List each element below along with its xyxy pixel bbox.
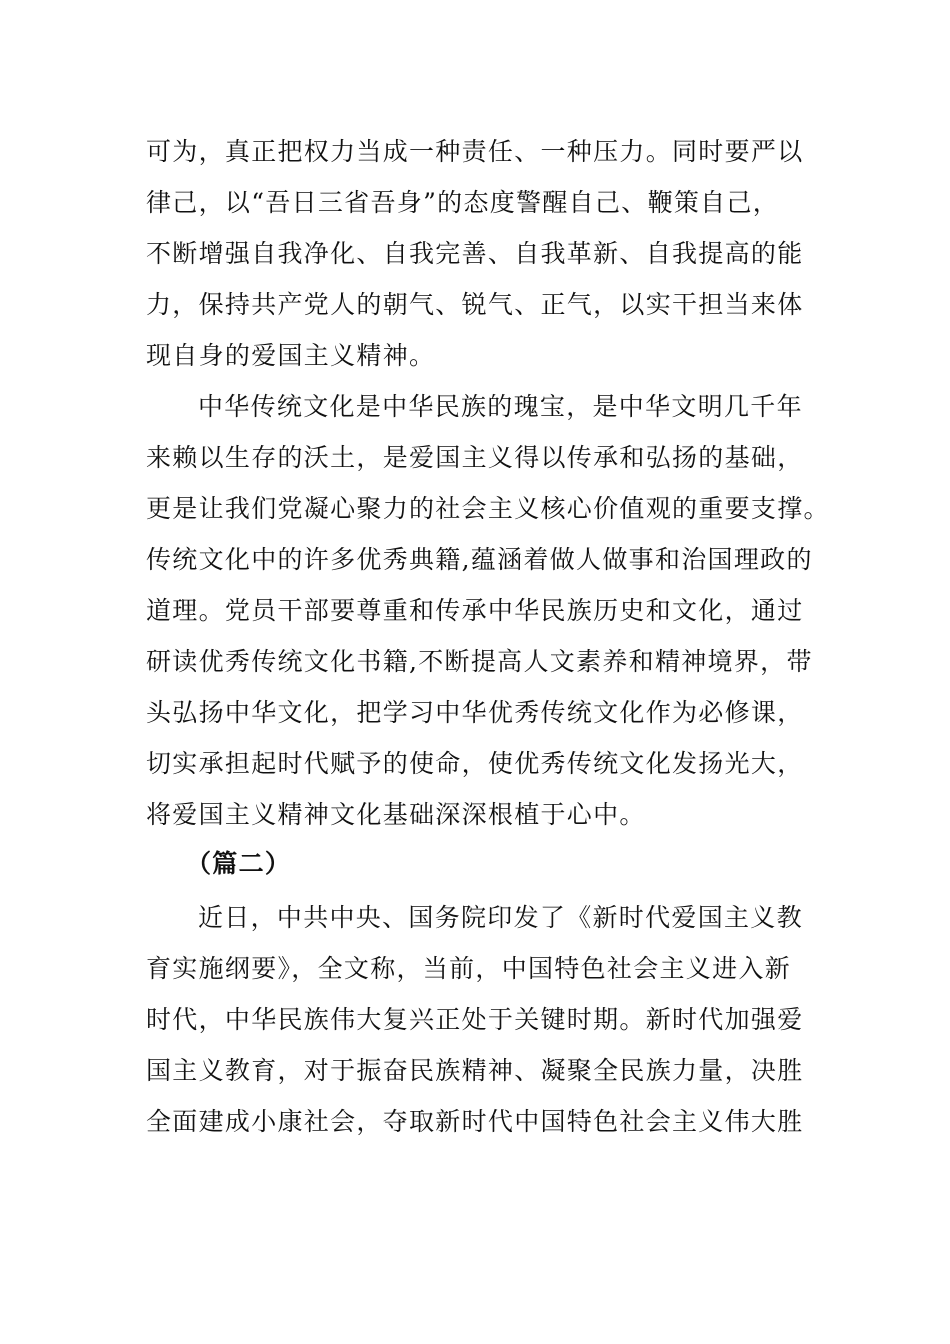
paragraph-3-line-4: 国主义教育，对于振奋民族精神、凝聚全民族力量，决胜 bbox=[146, 1056, 804, 1085]
paragraph-3-line-1: 近日，中共中央、国务院印发了《新时代爱国主义教 bbox=[198, 903, 803, 932]
paragraph-1-line-3: 不断增强自我净化、自我完善、自我革新、自我提高的能 bbox=[146, 239, 804, 268]
paragraph-2-line-3: 更是让我们党凝心聚力的社会主义核心价值观的重要支撑。 bbox=[146, 494, 830, 523]
paragraph-2-line-4: 传统文化中的许多优秀典籍,蕴涵着做人做事和治国理政的 bbox=[146, 545, 813, 574]
paragraph-3-line-3: 时代，中华民族伟大复兴正处于关键时期。新时代加强爱 bbox=[146, 1005, 804, 1034]
paragraph-2-line-2: 来赖以生存的沃土，是爱国主义得以传承和弘扬的基础， bbox=[146, 443, 804, 472]
paragraph-2-line-9: 将爱国主义精神文化基础深深根植于心中。 bbox=[146, 800, 646, 829]
paragraph-1-line-4: 力，保持共产党人的朝气、锐气、正气，以实干担当来体 bbox=[146, 290, 804, 319]
paragraph-3-line-2: 育实施纲要》，全文称，当前，中国特色社会主义进入新 bbox=[146, 954, 792, 983]
paragraph-2-line-8: 切实承担起时代赋予的使命，使优秀传统文化发扬光大， bbox=[146, 749, 804, 778]
paragraph-2-line-7: 头弘扬中华文化，把学习中华优秀传统文化作为必修课， bbox=[146, 698, 804, 727]
paragraph-1-line-1: 可为，真正把权力当成一种责任、一种压力。同时要严以 bbox=[146, 137, 804, 166]
paragraph-1-line-2: 律己，以“吾日三省吾身”的态度警醒自己、鞭策自己， bbox=[146, 188, 780, 217]
paragraph-2-line-5: 道理。党员干部要尊重和传承中华民族历史和文化，通过 bbox=[146, 596, 804, 625]
paragraph-3-line-5: 全面建成小康社会，夺取新时代中国特色社会主义伟大胜 bbox=[146, 1107, 804, 1136]
paragraph-1-line-5: 现自身的爱国主义精神。 bbox=[146, 341, 436, 370]
section-heading: （篇二） bbox=[186, 849, 292, 878]
paragraph-2-line-6: 研读优秀传统文化书籍,不断提高人文素养和精神境界，带 bbox=[146, 647, 813, 676]
paragraph-2-line-1: 中华传统文化是中华民族的瑰宝，是中华文明几千年 bbox=[198, 392, 803, 421]
